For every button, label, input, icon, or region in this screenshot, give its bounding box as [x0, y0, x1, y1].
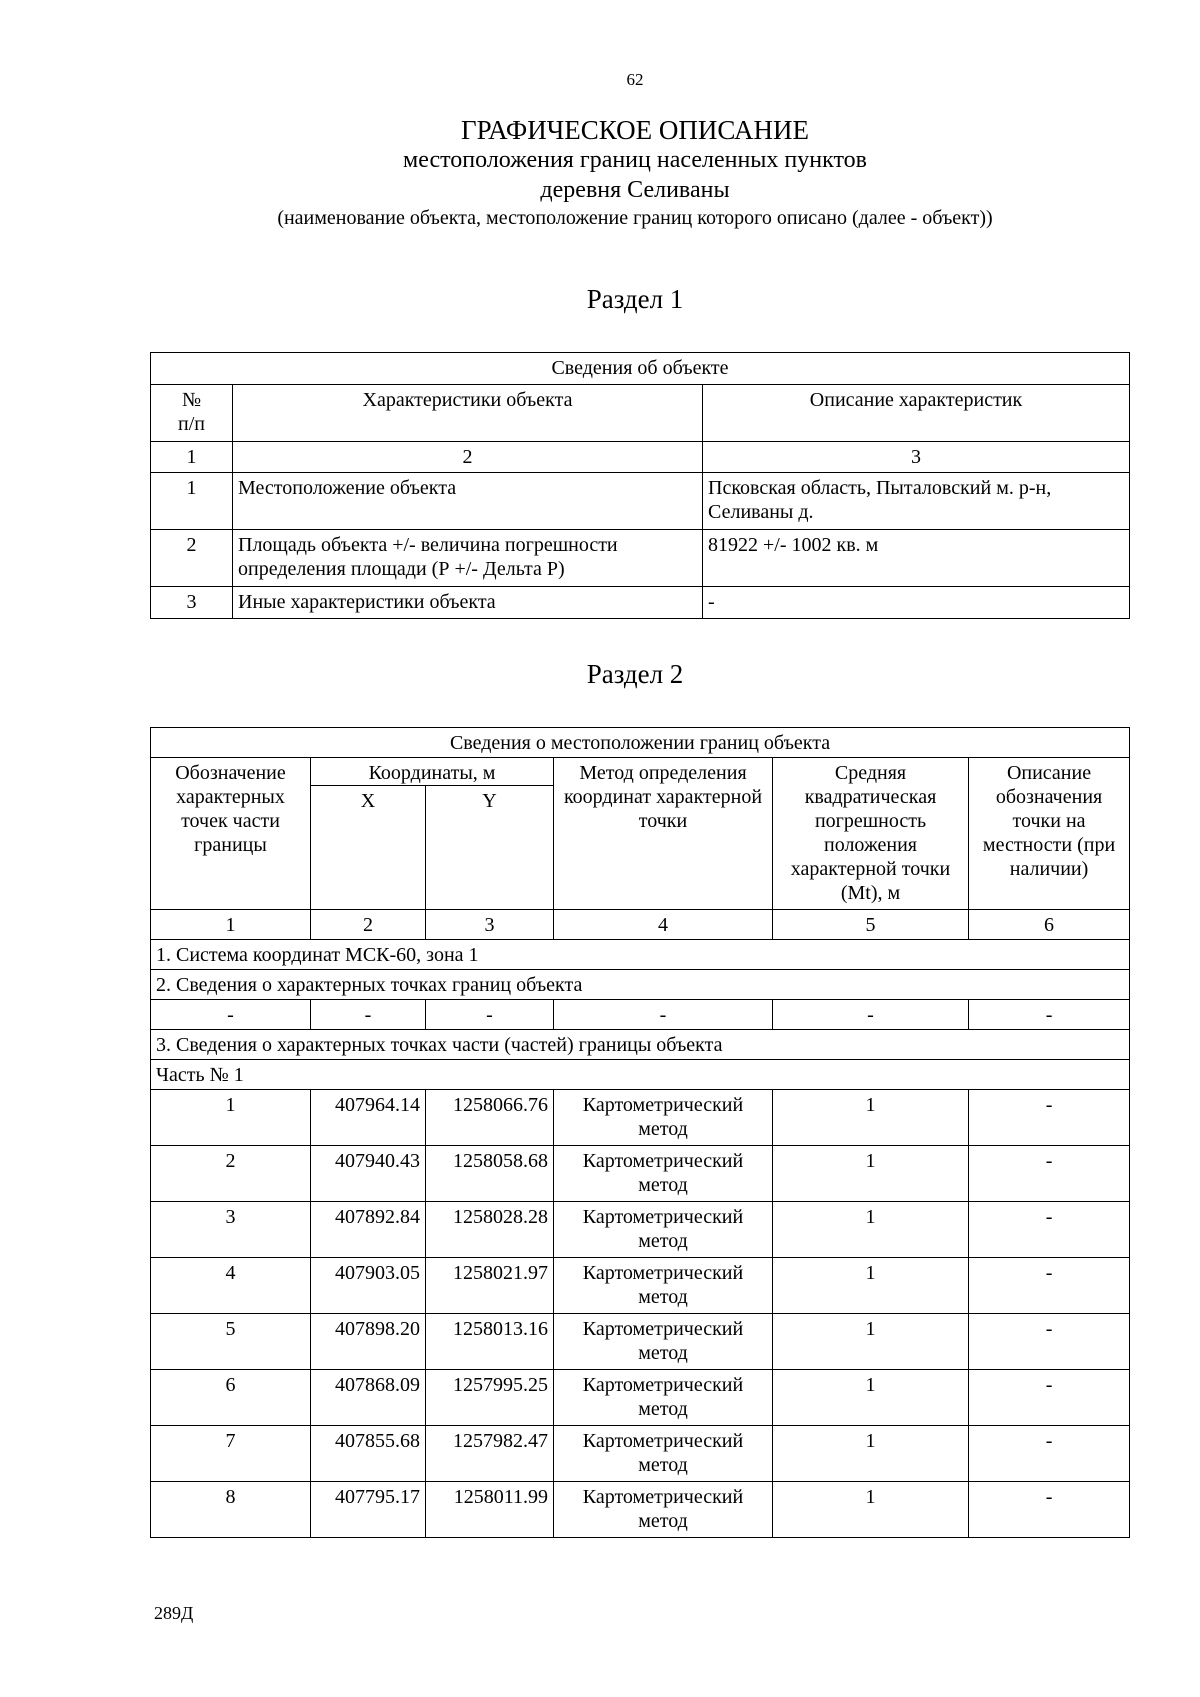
- error-value: 1: [773, 1482, 969, 1538]
- error-value: 1: [773, 1202, 969, 1258]
- error-value: 1: [773, 1426, 969, 1482]
- y-coordinate: 1257982.47: [426, 1426, 554, 1482]
- document-title: ГРАФИЧЕСКОЕ ОПИСАНИЕ: [460, 115, 810, 145]
- characteristic-value: 81922 +/- 1002 кв. м: [703, 530, 1130, 587]
- x-coordinate: 407855.68: [311, 1426, 426, 1482]
- x-coordinate: 407964.14: [311, 1090, 426, 1146]
- x-coordinate: 407898.20: [311, 1314, 426, 1370]
- column-header: Обозначение характерных точек части границы: [151, 758, 311, 910]
- column-header: Метод определения координат характерной точки: [554, 758, 773, 910]
- method: Картометрический метод: [554, 1370, 773, 1426]
- point-description: -: [969, 1090, 1130, 1146]
- table-row: [151, 1314, 1130, 1370]
- characteristic-name: Площадь объекта +/- величина погрешности определения площади (Р +/- Дельта Р): [233, 530, 703, 587]
- error-value: 1: [773, 1314, 969, 1370]
- object-name: деревня Селиваны: [540, 177, 730, 203]
- point-number: 2: [151, 1146, 311, 1202]
- column-number: 2: [311, 910, 426, 940]
- method: Картометрический метод: [554, 1426, 773, 1482]
- object-info-table: [150, 352, 1130, 619]
- row-number: 1: [151, 473, 233, 530]
- column-number: 6: [969, 910, 1130, 940]
- page-number: 62: [626, 70, 644, 89]
- table-row: [151, 530, 1130, 587]
- section-1-heading: Раздел 1: [586, 284, 684, 314]
- y-coordinate: 1258021.97: [426, 1258, 554, 1314]
- x-coordinate: 407795.17: [311, 1482, 426, 1538]
- table-row: [151, 1482, 1130, 1538]
- part-label: Часть № 1: [151, 1060, 1130, 1090]
- point-description: -: [969, 1370, 1130, 1426]
- y-coordinate: 1258058.68: [426, 1146, 554, 1202]
- table-row: [151, 1090, 1130, 1146]
- column-number: 2: [233, 442, 703, 473]
- column-number: 5: [773, 910, 969, 940]
- point-description: -: [969, 1482, 1130, 1538]
- characteristic-name: Иные характеристики объекта: [233, 587, 703, 619]
- column-header: Y: [426, 786, 554, 910]
- method: Картометрический метод: [554, 1314, 773, 1370]
- error-value: 1: [773, 1146, 969, 1202]
- error-value: 1: [773, 1258, 969, 1314]
- point-description: -: [969, 1258, 1130, 1314]
- table-row: [151, 1370, 1130, 1426]
- method: Картометрический метод: [554, 1090, 773, 1146]
- empty-cell: -: [151, 1000, 311, 1030]
- error-value: 1: [773, 1090, 969, 1146]
- point-number: 3: [151, 1202, 311, 1258]
- y-coordinate: 1258011.99: [426, 1482, 554, 1538]
- x-coordinate: 407892.84: [311, 1202, 426, 1258]
- point-number: 6: [151, 1370, 311, 1426]
- x-coordinate: 407868.09: [311, 1370, 426, 1426]
- object-name-caption: (наименование объекта, местоположение границ которого описано (далее - объект)): [277, 207, 993, 229]
- document-header: [0, 114, 1200, 231]
- empty-cell: -: [554, 1000, 773, 1030]
- column-number: 4: [554, 910, 773, 940]
- section-row: 3. Сведения о характерных точках части (частей) границы объекта: [151, 1030, 1130, 1060]
- column-number: 3: [703, 442, 1130, 473]
- y-coordinate: 1258013.16: [426, 1314, 554, 1370]
- column-number: 1: [151, 910, 311, 940]
- characteristic-value: Псковская область, Пыталовский м. р-н, Селиваны д.: [703, 473, 1130, 530]
- table-row: [151, 1146, 1130, 1202]
- point-number: 7: [151, 1426, 311, 1482]
- empty-cell: -: [311, 1000, 426, 1030]
- column-header: № п/п: [151, 385, 233, 442]
- boundary-points-table: [150, 727, 1130, 1538]
- x-coordinate: 407903.05: [311, 1258, 426, 1314]
- column-header: X: [311, 786, 426, 910]
- table-row: [151, 587, 1130, 619]
- empty-cell: -: [426, 1000, 554, 1030]
- column-header: Средняя квадратическая погрешность положения характерной точки (Mt), м: [773, 758, 969, 910]
- y-coordinate: 1258028.28: [426, 1202, 554, 1258]
- points-list: [151, 1090, 1130, 1538]
- table-row: [151, 1202, 1130, 1258]
- point-number: 8: [151, 1482, 311, 1538]
- coordinate-system-row: 1. Система координат МСК-60, зона 1: [151, 940, 1130, 970]
- table-title: Сведения о местоположении границ объекта: [151, 728, 1130, 758]
- column-number: 1: [151, 442, 233, 473]
- section-2-heading: Раздел 2: [586, 659, 684, 689]
- column-header: Описание характеристик: [703, 385, 1130, 442]
- x-coordinate: 407940.43: [311, 1146, 426, 1202]
- row-number: 3: [151, 587, 233, 619]
- point-description: -: [969, 1314, 1130, 1370]
- y-coordinate: 1257995.25: [426, 1370, 554, 1426]
- point-number: 5: [151, 1314, 311, 1370]
- footer-code: 289Д: [154, 1603, 194, 1623]
- section-row: 2. Сведения о характерных точках границ объекта: [151, 970, 1130, 1000]
- empty-cell: -: [969, 1000, 1130, 1030]
- table-row: [151, 1426, 1130, 1482]
- column-header: Характеристики объекта: [233, 385, 703, 442]
- column-header: Описание обозначения точки на местности (при наличии): [969, 758, 1130, 910]
- y-coordinate: 1258066.76: [426, 1090, 554, 1146]
- method: Картометрический метод: [554, 1258, 773, 1314]
- characteristic-name: Местоположение объекта: [233, 473, 703, 530]
- characteristic-value: -: [703, 587, 1130, 619]
- column-number: 3: [426, 910, 554, 940]
- empty-cell: -: [773, 1000, 969, 1030]
- point-number: 4: [151, 1258, 311, 1314]
- table-title: Сведения об объекте: [151, 353, 1130, 385]
- point-number: 1: [151, 1090, 311, 1146]
- error-value: 1: [773, 1370, 969, 1426]
- column-header: Координаты, м: [311, 758, 554, 786]
- point-description: -: [969, 1146, 1130, 1202]
- point-description: -: [969, 1202, 1130, 1258]
- point-description: -: [969, 1426, 1130, 1482]
- method: Картометрический метод: [554, 1482, 773, 1538]
- table-row: [151, 1258, 1130, 1314]
- method: Картометрический метод: [554, 1202, 773, 1258]
- table-row: [151, 473, 1130, 530]
- row-number: 2: [151, 530, 233, 587]
- method: Картометрический метод: [554, 1146, 773, 1202]
- document-subtitle: местоположения границ населенных пунктов: [403, 147, 867, 173]
